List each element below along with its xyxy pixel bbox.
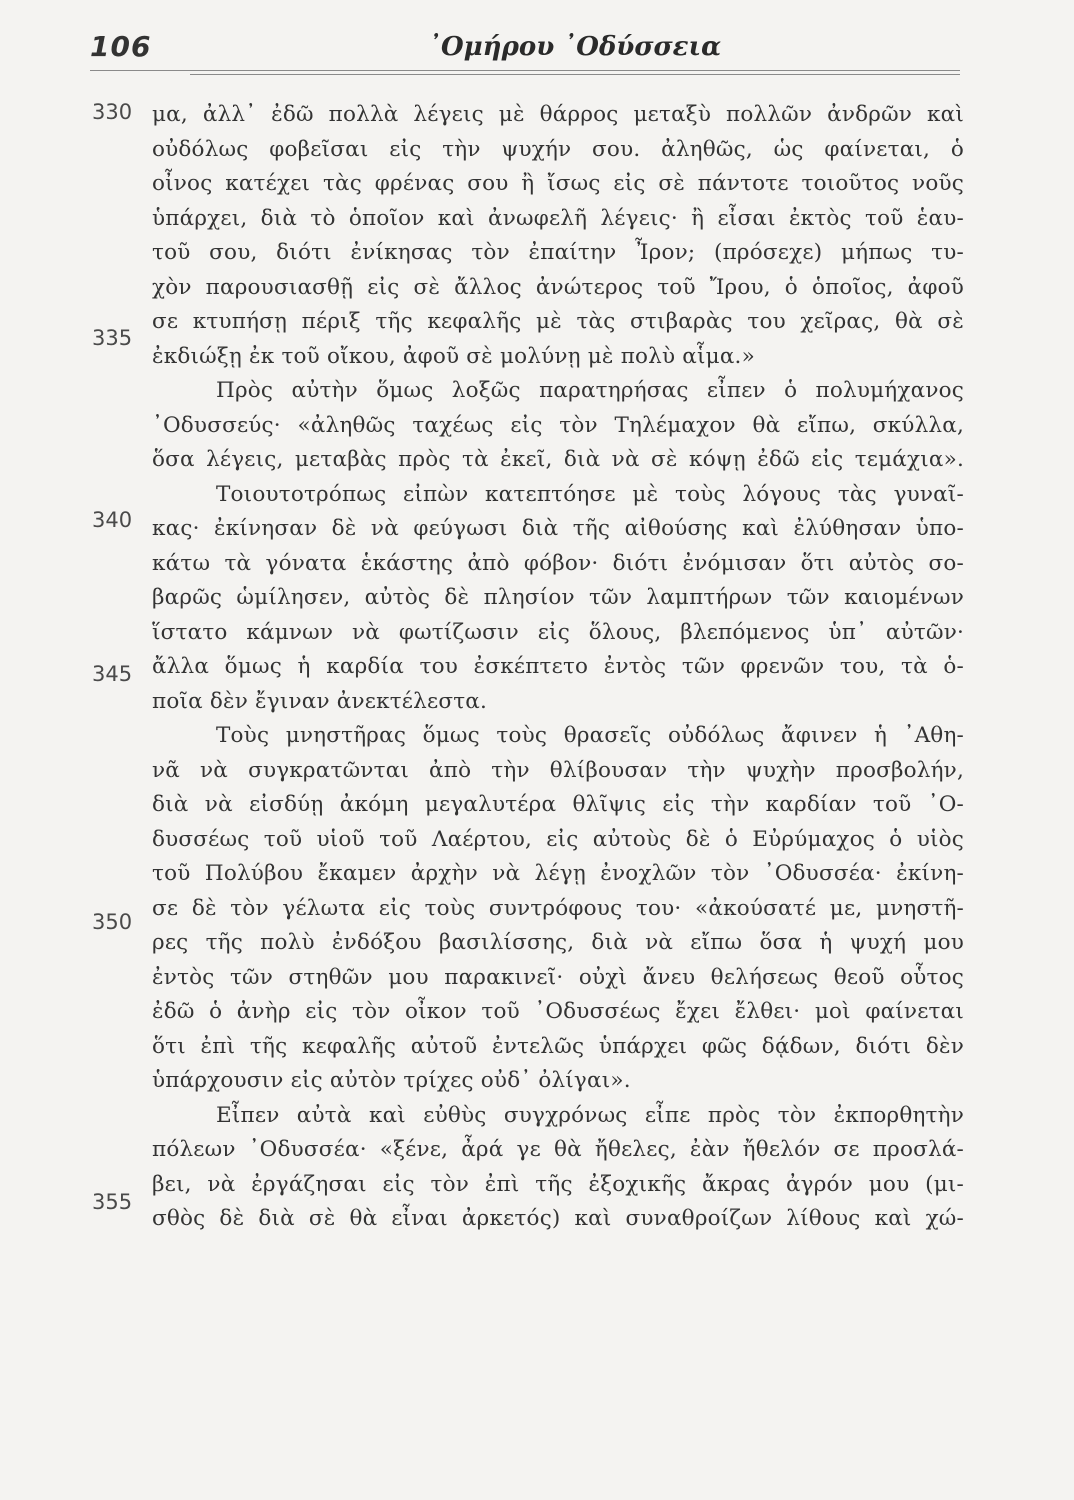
text-line: τοῦ Πολύβου ἔκαμεν ἀρχὴν νὰ λέγῃ ἐνοχλῶν τὸν ᾿Οδυσσέα· ἐκίνη-	[152, 861, 964, 886]
text-line: πόλεων ᾿Οδυσσέα· «ξένε, ἆρά γε θὰ ἤθελες, ἐὰν ἤθελόν σε προσλά-	[152, 1137, 964, 1162]
text-line: μα, ἀλλ᾿ ἐδῶ πολλὰ λέγεις μὲ θάρρος μεταξὺ πολλῶν ἀνδρῶν καὶ	[152, 102, 964, 127]
text-line: Τοιουτοτρόπως εἰπὼν κατεπτόησε μὲ τοὺς λόγους τὰς γυναῖ-	[216, 481, 964, 507]
body-text	[152, 98, 964, 1237]
text-line: ὅσα λέγεις, μεταβὰς πρὸς τὰ ἐκεῖ, διὰ νὰ σὲ κόψῃ ἐδῶ εἰς τεμάχια».	[152, 447, 964, 472]
text-line: ἐντὸς τῶν στηθῶν μου παρακινεῖ· οὐχὶ ἄνευ θελήσεως θεοῦ οὗτος	[152, 964, 964, 990]
text-line: Πρὸς αὐτὴν ὅμως λοξῶς παρατηρήσας εἶπεν ὁ πολυμήχανος	[216, 378, 964, 403]
text-line: τοῦ σου, διότι ἐνίκησας τὸν ἐπαίτην Ἶρον; (πρόσεχε) μήπως τυ-	[152, 240, 964, 265]
line-number: 355	[92, 1190, 133, 1214]
text-line: Εἶπεν αὐτὰ καὶ εὐθὺς συγχρόνως εἶπε πρὸς τὸν ἐκπορθητὴν	[216, 1102, 964, 1128]
text-line: βαρῶς ὡμίλησεν, αὐτὸς δὲ πλησίον τῶν λαμπτήρων τῶν καιομένων	[152, 585, 964, 610]
text-line: ἵστατο κάμνων νὰ φωτίζωσιν εἰς ὅλους, βλεπόμενος ὑπ᾿ αὐτῶν·	[152, 619, 964, 645]
header-rule-thin	[190, 74, 960, 75]
text-line: σε δὲ τὸν γέλωτα εἰς τοὺς συντρόφους του· «ἀκούσατέ με, μνηστῆ-	[152, 895, 964, 921]
line-number: 345	[92, 662, 133, 686]
text-line: ἐδῶ ὁ ἀνὴρ εἰς τὸν οἶκον τοῦ ᾿Οδυσσέως ἔχει ἔλθει· μοὶ φαίνεται	[152, 999, 964, 1024]
text-line: σθὸς δὲ διὰ σὲ θὰ εἶναι ἀρκετός) καὶ συναθροίζων λίθους καὶ χώ-	[152, 1206, 964, 1231]
text-line: ὅτι ἐπὶ τῆς κεφαλῆς αὐτοῦ ἐντελῶς ὑπάρχει φῶς δᾴδων, διότι δὲν	[152, 1033, 964, 1059]
text-line: κας· ἐκίνησαν δὲ νὰ φεύγωσι διὰ τῆς αἰθούσης καὶ ἐλύθησαν ὑπο-	[152, 516, 964, 541]
text-line: βει, νὰ ἐργάζησαι εἰς τὸν ἐπὶ τῆς ἐξοχικῆς ἄκρας ἀγρόν μου (μι-	[152, 1171, 964, 1197]
text-line: ἄλλα ὅμως ἡ καρδία του ἐσκέπτετο ἐντὸς τῶν φρενῶν του, τὰ ὁ-	[152, 654, 964, 679]
line-number: 335	[92, 326, 133, 350]
text-line: νᾶ νὰ συγκρατῶνται ἀπὸ τὴν θλίβουσαν τὴν ψυχὴν προσβολήν,	[152, 757, 964, 783]
page-header	[90, 30, 970, 78]
text-line: ποῖα δὲν ἔγιναν ἀνεκτέλεστα.	[152, 688, 488, 714]
text-line: σε κτυπήσῃ πέριξ τῆς κεφαλῆς μὲ τὰς στιβαρὰς του χεῖρας, θὰ σὲ	[152, 309, 964, 334]
text-line: διὰ νὰ εἰσδύῃ ἀκόμη μεγαλυτέρα θλῖψις εἰς τὴν καρδίαν τοῦ ᾿Ο-	[152, 792, 964, 817]
line-number-margin	[92, 0, 152, 1500]
text-line: ὑπάρχει, διὰ τὸ ὁποῖον καὶ ἀνωφελῆ λέγεις· ἢ εἶσαι ἐκτὸς τοῦ ἑαυ-	[152, 205, 964, 231]
text-line: Τοὺς μνηστῆρας ὅμως τοὺς θρασεῖς οὐδόλως ἄφινεν ἡ ᾿Αθη-	[216, 723, 964, 748]
text-line: οἶνος κατέχει τὰς φρένας σου ἢ ἴσως εἰς σὲ πάντοτε τοιοῦτος νοῦς	[152, 171, 964, 196]
text-line: δυσσέως τοῦ υἱοῦ τοῦ Λαέρτου, εἰς αὐτοὺς δὲ ὁ Εὐρύμαχος ὁ υἱὸς	[152, 826, 964, 852]
text-line: ἐκδιώξῃ ἐκ τοῦ οἴκου, ἀφοῦ σὲ μολύνῃ μὲ πολὺ αἷμα.»	[152, 343, 755, 369]
text-line: χὸν παρουσιασθῇ εἰς σὲ ἄλλος ἀνώτερος τοῦ Ἴρου, ὁ ὁποῖος, ἀφοῦ	[152, 274, 964, 300]
running-title: ᾿Ομήρου ᾿Οδύσσεια	[428, 32, 722, 62]
text-line: ᾿Οδυσσεύς· «ἀληθῶς ταχέως εἰς τὸν Τηλέμαχον θὰ εἴπω, σκύλλα,	[152, 412, 964, 438]
text-line: κάτω τὰ γόνατα ἑκάστης ἀπὸ φόβον· διότι ἐνόμισαν ὅτι αὐτὸς σο-	[152, 550, 964, 576]
text-line: οὐδόλως φοβεῖσαι εἰς τὴν ψυχήν σου. ἀληθῶς, ὡς φαίνεται, ὁ	[152, 136, 964, 162]
line-number: 330	[92, 100, 133, 124]
text-line: ὑπάρχουσιν εἰς αὐτὸν τρίχες οὐδ᾿ ὀλίγαι».	[152, 1068, 631, 1093]
line-number: 350	[92, 910, 133, 934]
page-number: 106	[90, 30, 152, 63]
text-line: ρες τῆς πολὺ ἐνδόξου βασιλίσσης, διὰ νὰ εἴπω ὅσα ἡ ψυχή μου	[152, 930, 964, 955]
header-rule	[90, 70, 960, 71]
line-number: 340	[92, 508, 133, 532]
